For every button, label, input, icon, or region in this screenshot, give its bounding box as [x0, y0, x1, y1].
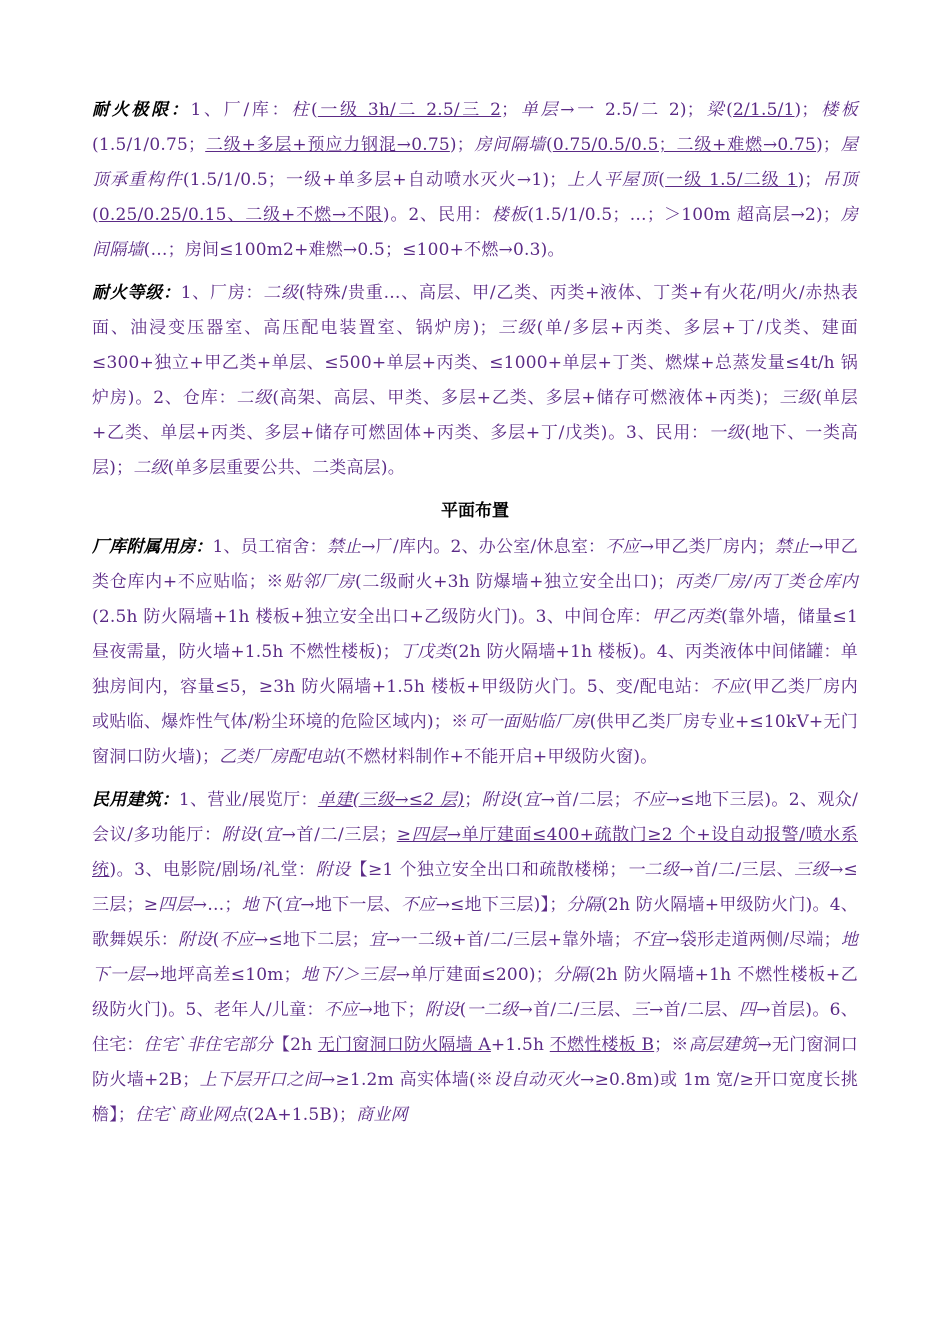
- term: 二级: [263, 283, 299, 303]
- underlined-text: 无门窗洞口防火隔墙 A: [317, 1035, 491, 1055]
- text-span: (1.5/1/0.75；: [92, 135, 206, 155]
- text-span: (1.5/1/0.5；…；＞100m 超高层→2)；: [527, 205, 841, 225]
- text-span: (供甲乙类厂房专业+≤10kV+无门窗洞口防火墙)；: [92, 712, 858, 767]
- term: 一二级: [626, 860, 680, 880]
- text-span: →无门窗洞口防火墙+2B；: [92, 1035, 858, 1090]
- term: 宜: [523, 790, 541, 810]
- text-span: (不燃材料制作+不能开启+甲级防火窗)。: [339, 747, 658, 767]
- term: 不应: [219, 930, 254, 950]
- term: 不应: [401, 895, 436, 915]
- term: 一级: [708, 423, 745, 443]
- text-span: ；: [501, 100, 519, 120]
- term: 吊顶: [821, 170, 858, 190]
- text-span: 1、员工宿舍：: [212, 537, 327, 557]
- text-span: →≤三层；: [92, 860, 858, 915]
- underlined-term: 单建(三级→≤2 层): [317, 790, 465, 810]
- text-span: →≤地下三层)】；: [435, 895, 567, 915]
- text-span: →地坪高差≤10m；: [145, 965, 301, 985]
- text-span: )；: [797, 170, 822, 190]
- paragraph-label: 厂库附属用房：: [92, 537, 213, 557]
- text-span: 【2h: [272, 1035, 318, 1055]
- text-span: →甲乙类仓库内+不应贴临；※: [92, 537, 858, 592]
- text-span: →单厅建面≤200)；: [395, 965, 553, 985]
- term: 附设: [424, 1000, 460, 1020]
- text-span: (: [276, 895, 284, 915]
- term: 宜: [283, 895, 301, 915]
- text-span: (单/多层+丙类、多层+丁/戊类、建面≤300+独立+甲乙类+单层、≤500+单层+丙类、≤1000+单层+丁类、燃煤+总蒸发量≤4t/h 锅炉房)。2、仓库：: [92, 318, 858, 408]
- term: 不宜: [630, 930, 666, 950]
- text-span: →一二级+首/二/三层+靠外墙；: [386, 930, 631, 950]
- term: 屋顶承重构件: [92, 135, 858, 190]
- text-span: (2.5h 防火隔墙+1h 楼板+独立安全出口+乙级防火门)。3、中间仓库：: [92, 607, 652, 627]
- underlined-text: →单厅建面≤400+疏散门≥2 个+设自动报警/喷水系统: [92, 825, 858, 880]
- term: 上人平屋顶: [566, 170, 659, 190]
- text-span: ；※: [654, 1035, 689, 1055]
- term: 上下层开口之间: [199, 1070, 322, 1090]
- text-span: →≥1.2m 高实体墙(※: [321, 1070, 494, 1090]
- term: 可一面贴临厂房: [468, 712, 590, 732]
- term: 商业网: [356, 1105, 408, 1125]
- term: 地下: [241, 895, 277, 915]
- text-span: (高架、高层、甲类、多层+乙类、多层+储存可燃液体+丙类)；: [272, 388, 779, 408]
- text-span: (1.5/1/0.5；一级+单多层+自动喷水灭火→1)；: [182, 170, 567, 190]
- text-span: (: [516, 790, 524, 810]
- underlined-text: 二级+多层+预应力钢混→0.75: [205, 135, 450, 155]
- term: 附设: [315, 860, 351, 880]
- term: 地下/＞三层: [300, 965, 396, 985]
- paragraph-label: 耐火极限：: [92, 100, 191, 120]
- term: ≥四层: [143, 895, 193, 915]
- term: 住宅`商业网点: [135, 1105, 248, 1125]
- paragraph-label: 耐火等级：: [92, 283, 181, 303]
- term: 附设: [178, 930, 213, 950]
- text-span: →≥0.8m)或 1m 宽/≥开口宽度长挑檐】；: [92, 1070, 859, 1125]
- text-span: (靠外墙，储量≤1 昼夜需量，防火墙+1.5h 不燃性楼板)；: [92, 607, 858, 662]
- term: 房间隔墙: [473, 135, 546, 155]
- term: 禁止: [326, 537, 362, 557]
- text-span: (二级耐火+3h 防爆墙+独立安全出口)；: [355, 572, 675, 592]
- text-span: )。3、电影院/剧场/礼堂：: [109, 860, 316, 880]
- text-span: →…；: [192, 895, 242, 915]
- text-span: (: [726, 100, 734, 120]
- text-span: 1、营业/展览厅：: [178, 790, 318, 810]
- text-span: (: [310, 100, 318, 120]
- term: 附设: [481, 790, 517, 810]
- text-span: →甲乙类厂房内；: [639, 537, 775, 557]
- term: 二级: [133, 458, 168, 478]
- text-span: (2h 防火隔墙+1h 楼板)。4、丙类液体中间储罐：单独房间内，容量≤5，≥3h 防火隔墙+1.5h 楼板+甲级防火门。5、变/配电站：: [92, 642, 858, 697]
- underlined-term: ≥四层: [396, 825, 447, 845]
- term: 楼板: [491, 205, 528, 225]
- term: 四: [738, 1000, 757, 1020]
- underlined-text: 0.75/0.5/0.5；二级+难燃→0.75: [552, 135, 817, 155]
- term: 单层: [518, 100, 561, 120]
- paragraph-civil-buildings: [92, 783, 858, 1133]
- text-span: →≤地下三层)。2、观众/会议/多功能厅：: [92, 790, 859, 845]
- text-span: →厂/库内。2、办公室/休息室：: [361, 537, 606, 557]
- section-heading: 平面布置: [441, 501, 509, 521]
- term: 宜: [368, 930, 387, 950]
- text-span: (单多层重要公共、二类高层)。: [167, 458, 405, 478]
- paragraph-fire-resistance-grade: [92, 276, 858, 486]
- term: 三级: [794, 860, 830, 880]
- text-span: →一 2.5/二 2)；: [560, 100, 704, 120]
- text-span: (: [256, 825, 264, 845]
- term: 分隔: [552, 965, 589, 985]
- paragraph-fire-resistance-limit: [92, 93, 858, 268]
- term: 乙类厂房配电站: [219, 747, 340, 767]
- term: 贴邻厂房: [284, 572, 355, 592]
- paragraph-factory-ancillary-rooms: [92, 530, 858, 775]
- term: 一二级: [466, 1000, 519, 1020]
- text-span: 1、厂/库：: [190, 100, 292, 120]
- text-span: 1、厂房：: [180, 283, 264, 303]
- text-span: (2h 防火隔墙+1h 不燃性楼板+乙级防火门)。5、老年人/儿童：: [92, 965, 858, 1020]
- text-span: (甲乙类厂房内或贴临、爆炸性气体/粉尘环境的危险区域内)；※: [92, 677, 859, 732]
- text-span: →首/二/三层、: [518, 1000, 632, 1020]
- text-span: (: [658, 170, 666, 190]
- text-span: 【≥1 个独立安全出口和疏散楼梯；: [350, 860, 627, 880]
- underlined-text: 一级 3h/二 2.5/三 2: [317, 100, 502, 120]
- underlined-text: 0.25/0.25/0.15、二级+不燃→不限: [98, 205, 383, 225]
- text-span: →袋形走道两侧/尽端；: [665, 930, 841, 950]
- term: 房间隔墙: [92, 205, 858, 260]
- text-span: )。2、民用：: [382, 205, 492, 225]
- text-span: (…；房间≤100m2+难燃→0.5；≤100+不燃→0.3)。: [143, 240, 565, 260]
- term: 不应: [710, 677, 746, 697]
- underlined-text: 不燃性楼板 B: [549, 1035, 655, 1055]
- paragraph-label: 民用建筑：: [92, 790, 179, 810]
- text-span: →首/二层、: [649, 1000, 739, 1020]
- text-span: →首/二层；: [540, 790, 631, 810]
- text-span: +1.5h: [490, 1035, 550, 1055]
- term: 不应: [605, 537, 640, 557]
- term: 柱: [291, 100, 311, 120]
- term: 楼板: [818, 100, 858, 120]
- term: 甲乙丙类: [651, 607, 722, 627]
- text-span: (: [545, 135, 553, 155]
- text-span: (地下、一类高层)；: [92, 423, 858, 478]
- text-span: (: [212, 930, 220, 950]
- text-span: →首层)。6、住宅：: [92, 1000, 859, 1055]
- term: 附设: [221, 825, 257, 845]
- text-span: →地下一层、: [300, 895, 402, 915]
- text-span: (2h 防火隔墙+甲级防火门)。4、歌舞娱乐：: [92, 895, 858, 950]
- term: 分隔: [566, 895, 602, 915]
- underlined-text: 2/1.5/1: [733, 100, 795, 120]
- text-span: (单层+乙类、单层+丙类、多层+储存可燃固体+丙类、多层+丁/戊类)。3、民用：: [92, 388, 859, 443]
- text-span: )；: [794, 100, 819, 120]
- term: 二级: [236, 388, 273, 408]
- term: 地下一层: [92, 930, 859, 985]
- text-span: (特殊/贵重…、高层、甲/乙类、丙类+液体、丁类+有火花/明火/赤热表面、油浸变压器室、高压配电装置室、锅炉房)；: [92, 283, 859, 338]
- term: 三级: [778, 388, 816, 408]
- term: 高层建筑: [688, 1035, 758, 1055]
- text-span: (: [459, 1000, 467, 1020]
- text-span: →地下；: [358, 1000, 425, 1020]
- term: 住宅`非住宅部分: [143, 1035, 273, 1055]
- term: 三: [631, 1000, 650, 1020]
- term: 丙类厂房/丙丁类仓库内: [674, 572, 858, 592]
- text-span: →首/二/三层、: [679, 860, 795, 880]
- term: 三级: [496, 318, 537, 338]
- text-span: (2A+1.5B)；: [247, 1105, 357, 1125]
- text-span: (: [92, 205, 99, 225]
- term: 设自动灭火: [493, 1070, 581, 1090]
- text-span: →≤地下二层；: [253, 930, 369, 950]
- text-span: )；: [449, 135, 474, 155]
- term: 不应: [630, 790, 666, 810]
- term: 不应: [323, 1000, 359, 1020]
- text-span: →首/二/三层；: [281, 825, 397, 845]
- term: 宜: [263, 825, 282, 845]
- underlined-text: 一级 1.5/二级 1: [665, 170, 798, 190]
- term: 禁止: [774, 537, 810, 557]
- term: 丁戊类: [399, 642, 452, 662]
- text-span: )；: [816, 135, 841, 155]
- text-span: ；: [464, 790, 482, 810]
- term: 梁: [703, 100, 727, 120]
